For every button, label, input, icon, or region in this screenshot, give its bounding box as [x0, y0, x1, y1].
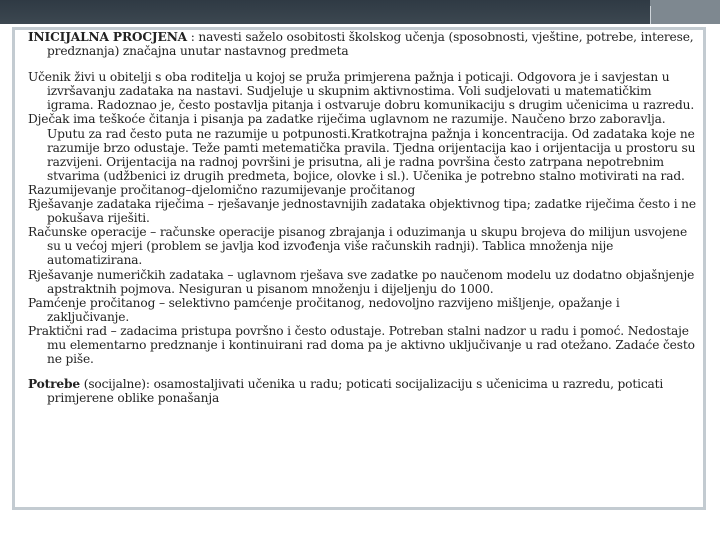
paragraph-numeric-tasks: Rješavanje numeričkih zadataka – uglavnom rješava sve zadatke po naučenom modelu uz dodatno objašnjenje apstraktnih pojmova. Nesiguran u pisanom množenju i dijeljenju do 1000.	[28, 267, 695, 296]
paragraph-reading-comprehension: Razumijevanje pročitanog–djelomično razumijevanje pročitanog	[28, 182, 416, 197]
title-bar-dark-segment	[0, 0, 650, 24]
paragraph-word-problems: Rješavanje zadataka riječima – rješavanje jednostavnijih zadataka objektivnog tipa; zadatke riječima često i ne pokušava riješiti.	[28, 197, 696, 226]
intro-paragraph	[28, 30, 698, 58]
intro-lead: INICIJALNA PROCJENA	[28, 30, 187, 44]
slide-content	[28, 30, 698, 405]
title-bar-gray-segment	[650, 0, 720, 24]
title-bar	[0, 0, 720, 27]
needs-lead: Potrebe	[28, 377, 80, 392]
needs-paragraph	[28, 377, 698, 405]
paragraph-practical-work: Praktični rad – zadacima pristupa površno i često odustaje. Potreban stalni nadzor u radu i pomoć. Nedostaje mu elementarno predznanje i kontinuirani rad doma pa je aktivno uključivanje u rad otežano. Zadaće često ne piše.	[28, 323, 695, 367]
paragraph-difficulties: Dječak ima teškoće čitanja i pisanja pa zadatke riječima uglavnom ne razumije. Naučeno brzo zaboravlja. Uputu za rad često puta ne razumije u potpunosti.Kratkotrajna pažnja i koncentracija. Od zadataka koje ne razumije brzo odustaje. Teže pamti metematička pravila. Tjedna orijentacija kao i orijentacija u prostoru su razvijeni. Orijentacija na radnoj površini je prisutna, ali je radna površina često zatrpana nepotrebnim stvarima (udžbenici iz drugih predmeta, bojice, olovke i sl.). Učenika je potrebno stalno motivirati na rad.	[28, 112, 696, 183]
spacer	[28, 58, 698, 70]
spacer	[28, 366, 698, 377]
paragraph-arithmetic-operations: Računske operacije – računske operacije pisanog zbrajanja i oduzimanja u skupu brojeva do milijun usvojene su u većoj mjeri (problem se javlja kod izvođenja više računskih radnji). Tablica množenja nije automatizirana.	[28, 225, 688, 268]
title-bar-divider	[650, 6, 651, 24]
intro-text: : navesti saželo osobitosti školskog učenja (sposobnosti, vještine, potrebe, interese, predznanja) značajna unutar nastavnog predmeta	[47, 30, 694, 59]
needs-text: (socijalne): osamostaljivati učenika u radu; poticati socijalizaciju s učenicima u razredu, poticati primjerene oblike ponašanja	[47, 377, 664, 406]
paragraph-memory: Pamćenje pročitanog – selektivno pamćenje pročitanog, nedovoljno razvijeno mišljenje, opažanje i zaključivanje.	[28, 295, 620, 324]
paragraph-family: Učenik živi u obitelji s oba roditelja u kojoj se pruža primjerena pažnja i poticaji. Odgovora je i savjestan u izvršavanju zadataka na nastavi. Sudjeluje u skupnim aktivnostima. Voli sudjelovati u matematičkim igrama. Radoznao je, često postavlja pitanja i ostvaruje dobru komunikaciju s drugim učenicima u razredu.	[28, 70, 695, 113]
